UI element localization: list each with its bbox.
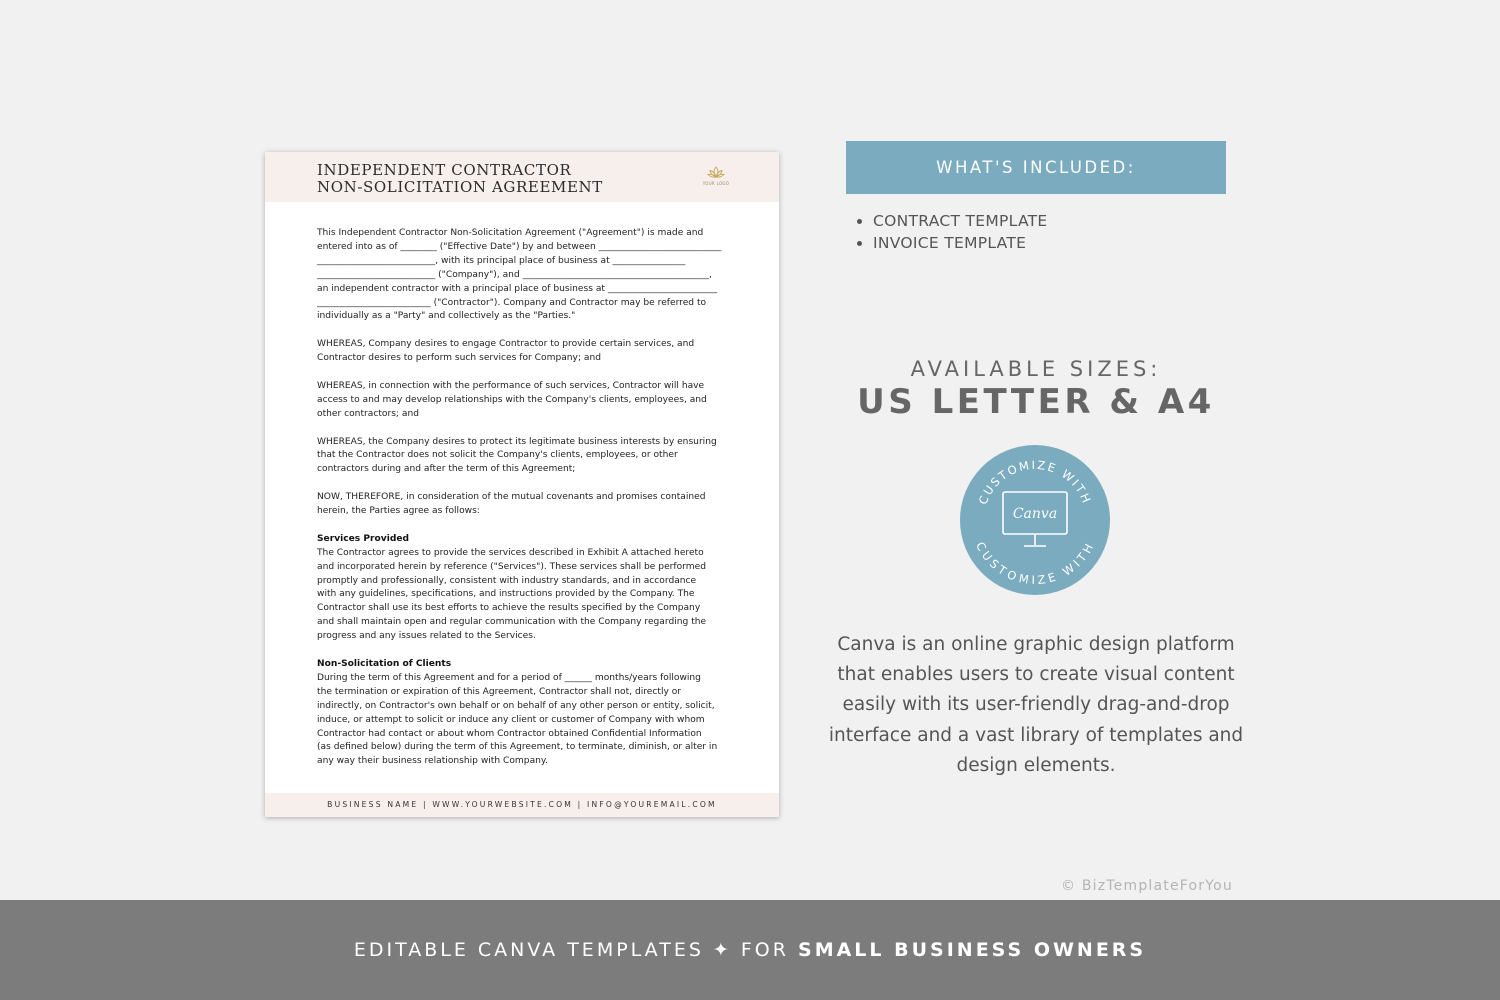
document-paragraph-whereas-3: WHEREAS, the Company desires to protect its legitimate business interests by ensuring that the Contractor does not solicit the Company's clients, employees, or other contractors during and after the term of this Agreement; [317,436,717,475]
lotus-icon [707,166,725,180]
document-paragraph-now-therefore: NOW, THEREFORE, in consideration of the mutual covenants and promises contained herein, the Parties agree as follows: [317,492,706,517]
document-paragraph-intro: This Independent Contractor Non-Solicitation Agreement ("Agreement") is made and entered into as of ________ ("Effective Date") by and between ___________________________ __________________________, with its principal place of business at ________________ __________________________ ("Company"), and _________________________________________, an independent contractor with a principal place of business at ________________________ _________________________ ("Contractor"). Company and Contractor may be referred to individually as a "Party" and collectively as the "Parties." [317,228,722,322]
contract-document-preview [265,152,779,817]
document-logo [699,166,733,186]
badge-ring-text-bottom: CUSTOMIZE WITH [973,539,1097,587]
included-items-list [855,210,1048,254]
section-text: The Contractor agrees to provide the services described in Exhibit A attached hereto and incorporated herein by reference ("Services"). These services shall be performed promptly and professionally, consistent with industry standards, and in accordance with any guidelines, specifications, and instructions provided by the Company. The Contractor shall use its best efforts to achieve the results specified by the Company and shall maintain open and regular communication with the Company regarding the progress and any issues related to the Services. [317,547,707,642]
logo-placeholder-text: YOUR LOGO [702,181,730,186]
whats-included-banner: WHAT'S INCLUDED: [846,141,1226,194]
document-title-line-1: INDEPENDENT CONTRACTOR [317,161,572,179]
document-title-line-2: NON-SOLICITATION AGREEMENT [317,178,603,196]
canva-wordmark: Canva [1012,506,1058,522]
document-paragraph-whereas-1: WHEREAS, Company desires to engage Contractor to provide certain services, and Contractor desires to perform such services for Company; and [317,339,695,364]
document-title [317,162,603,196]
tagline-bold: SMALL BUSINESS OWNERS [798,939,1147,961]
tagline-light: EDITABLE CANVA TEMPLATES ✦ FOR [353,939,799,961]
customize-with-canva-badge [960,445,1110,595]
badge-ring-text-top: CUSTOMIZE WITH [975,457,1095,507]
section-text: During the term of this Agreement and for a period of ______ months/years following the termination or expiration of this Agreement, Contractor shall not, directly or indirectly, on Contractor's own behalf or on behalf of any other person or entity, solicit, induce, or attempt to solicit or induce any client or customer of Company with whom Contractor had contact or about whom Contractor obtained Confidential Information (as defined below) during the term of this Agreement, to terminate, diminish, or alter in any way their business relationship with Company. [317,672,718,767]
copyright-credit: © BizTemplateForYou [1061,878,1233,894]
document-paragraph-whereas-2: WHEREAS, in connection with the performance of such services, Contractor will have access to and may develop relationships with the Company's clients, employees, and other contractors; and [317,380,707,419]
canva-description: Canva is an online graphic design platform that enables users to create visual content easily with its user-friendly drag-and-drop interface and a vast library of templates and design elements. [828,634,1244,776]
section-non-solicitation [317,658,729,769]
section-services-provided [317,533,729,644]
document-footer: BUSINESS NAME | WWW.YOURWEBSITE.COM | INFO@YOUREMAIL.COM [265,793,779,817]
document-header [265,152,779,202]
list-item: CONTRACT TEMPLATE [855,210,1048,232]
available-sizes-value: US LETTER & A4 [857,382,1215,422]
canva-badge-graphic [960,445,1110,595]
section-title: Non-Solicitation of Clients [317,659,452,669]
bottom-tagline-bar [0,900,1500,1000]
list-item: INVOICE TEMPLATE [855,232,1048,254]
section-title: Services Provided [317,533,410,544]
document-body [317,227,729,783]
available-sizes-label: AVAILABLE SIZES: [910,357,1162,381]
